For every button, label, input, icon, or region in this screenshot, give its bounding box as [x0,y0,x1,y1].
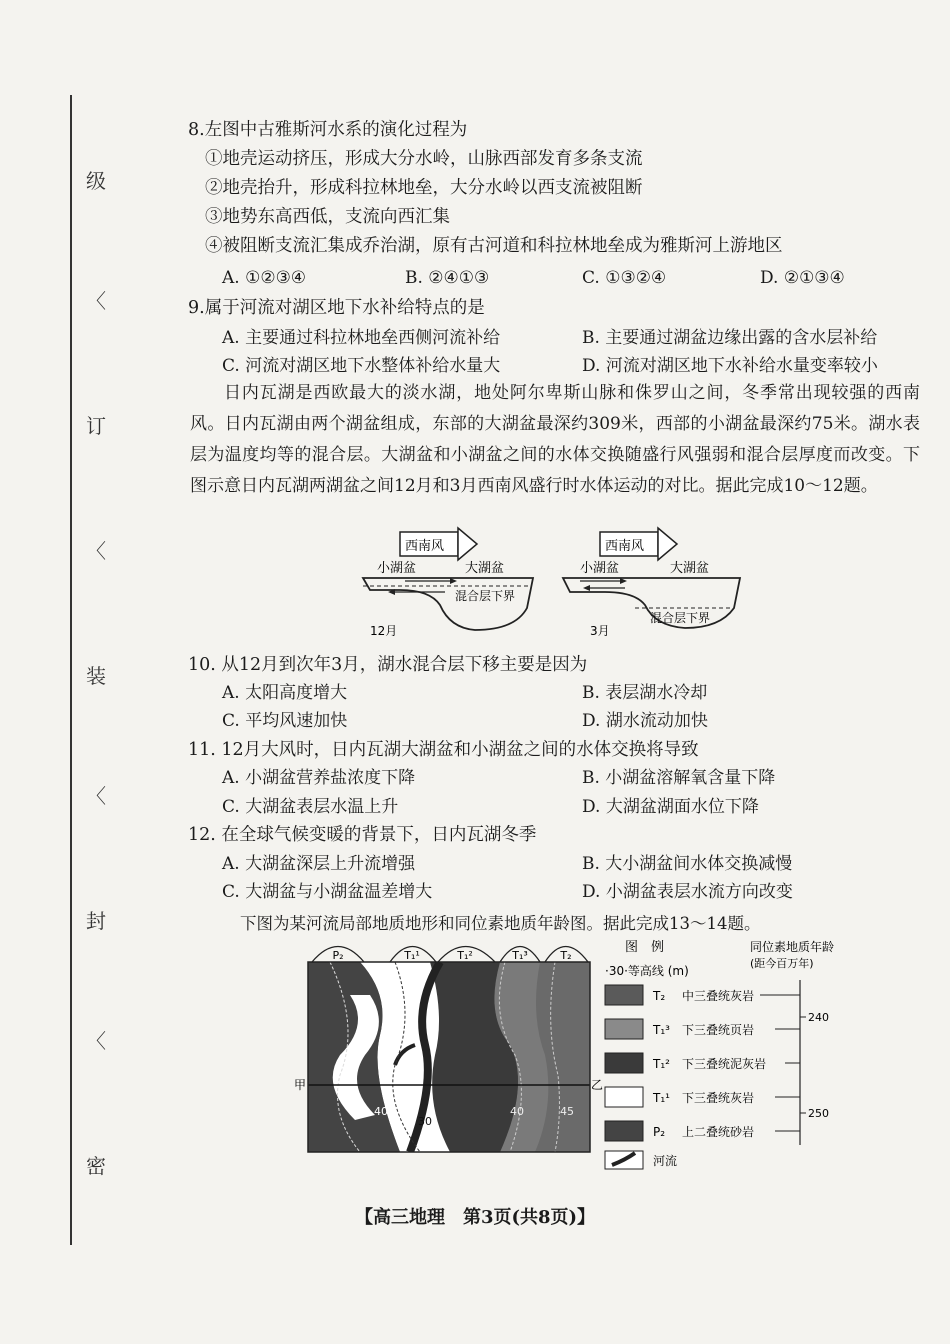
q8-option-d[interactable]: D. ②①③④ [760,268,845,288]
q8-option-a[interactable]: A. ①②③④ [222,268,307,288]
big-basin-label: 大湖盆 [465,561,505,576]
q9-option-d[interactable]: D. 河流对湖区地下水补给水量变率较小 [582,356,878,376]
q8-option-c[interactable]: C. ①③②④ [582,268,667,288]
legend-age-unit: (距今百万年) [750,957,814,970]
legend-code: T₂ [653,989,666,1003]
q10-option-b[interactable]: B. 表层湖水冷却 [582,683,708,703]
legend-name: 下三叠统页岩 [682,1023,755,1037]
stratum-label: T₁¹ [404,949,420,962]
legend-name: 中三叠统灰岩 [682,989,755,1003]
legend-name: 下三叠统灰岩 [682,1091,755,1105]
q9-option-c[interactable]: C. 河流对湖区地下水整体补给水量大 [222,356,501,376]
q10-option-c[interactable]: C. 平均风速加快 [222,711,348,731]
legend-name: 下三叠统泥灰岩 [682,1057,767,1071]
small-basin-label: 小湖盆 [377,561,417,576]
contour-value: 40 [374,1105,388,1118]
side-mark: 订 [86,414,106,438]
q8-item: ④被阻断支流汇集成乔治湖，原有古河道和科拉林地垒成为雅斯河上游地区 [205,236,783,256]
month-label: 3月 [590,624,610,638]
side-mark: 〈 [86,784,106,808]
geo-map [294,935,604,1160]
legend-contour: ·30·等高线 (m) [605,964,689,978]
binding-line [70,95,72,1245]
mixed-layer-label: 混合层下界 [650,611,711,625]
stratum-label: T₁³ [512,949,528,962]
q12-stem: 12. 在全球气候变暖的背景下，日内瓦湖冬季 [188,825,537,845]
wind-label: 西南风 [405,539,445,554]
q9-stem: 9.属于河流对湖区地下水补给特点的是 [188,298,485,318]
page-footer: 【高三地理 第3页(共8页)】 [354,1207,596,1228]
age-mark: 250 [808,1107,829,1120]
q11-option-b[interactable]: B. 小湖盆溶解氧含量下降 [582,768,776,788]
q8-item: ③地势东高西低，支流向西汇集 [205,207,450,227]
age-mark: 240 [808,1011,829,1024]
side-mark: 封 [86,909,106,933]
stratum-label: T₁² [457,949,473,962]
q8-item: ①地壳运动挤压，形成大分水岭，山脉西部发育多条支流 [205,149,643,169]
q8-stem: 8.左图中古雅斯河水系的演化过程为 [188,120,468,140]
q12-option-d[interactable]: D. 小湖盆表层水流方向改变 [582,882,793,902]
q10-stem: 10. 从12月到次年3月，湖水混合层下移主要是因为 [188,655,588,675]
contour-value: 40 [510,1105,524,1118]
legend-name: 上二叠统砂岩 [682,1125,755,1139]
contour-value: 45 [560,1105,574,1118]
q12-option-c[interactable]: C. 大湖盆与小湖盆温差增大 [222,882,433,902]
passage-text: 日内瓦湖是西欧最大的淡水湖，地处阿尔卑斯山脉和侏罗山之间，冬季常出现较强的西南风。日内瓦湖由两个湖盆组成，东部的大湖盆最深约309米，西部的小湖盆最深约75米。湖水表层为温度均等的混合层。大湖盆和小湖盆之间的水体交换随盛行风强弱和混合层厚度而改变。下图示意日内瓦湖两湖盆之间12月和3月西南风盛行时水体运动的对比。据此完成10～12题。 [190,383,920,496]
contour-value: 30 [418,1115,432,1128]
side-mark: 装 [86,664,106,688]
lake-diagram [355,530,755,650]
side-mark: 〈 [86,539,106,563]
stratum-label: T₂ [560,949,572,962]
legend-code: T₁¹ [653,1091,670,1105]
small-basin-label: 小湖盆 [580,561,620,576]
side-mark: 〈 [86,289,106,313]
q11-stem: 11. 12月大风时，日内瓦湖大湖盆和小湖盆之间的水体交换将导致 [188,740,699,760]
big-basin-label: 大湖盆 [670,561,710,576]
q12-option-b[interactable]: B. 大小湖盆间水体交换减慢 [582,854,793,874]
q10-option-d[interactable]: D. 湖水流动加快 [582,711,708,731]
section-west-label: 甲 [294,1078,307,1092]
q9-option-b[interactable]: B. 主要通过湖盆边缘出露的含水层补给 [582,328,878,348]
q11-option-d[interactable]: D. 大湖盆湖面水位下降 [582,797,759,817]
wind-label: 西南风 [605,539,645,554]
legend-title: 图 例 [625,940,665,955]
q12-option-a[interactable]: A. 大湖盆深层上升流增强 [222,854,416,874]
q11-option-a[interactable]: A. 小湖盆营养盐浓度下降 [222,768,416,788]
side-mark: 〈 [86,1029,106,1053]
q8-item: ②地壳抬升，形成科拉林地垒，大分水岭以西支流被阻断 [205,178,643,198]
legend-river: 河流 [653,1154,678,1168]
legend-code: T₁² [653,1057,670,1071]
geo-legend [600,935,840,1175]
month-label: 12月 [370,624,398,638]
lake-march [563,528,740,638]
legend-code: T₁³ [653,1023,670,1037]
q8-option-b[interactable]: B. ②④①③ [405,268,490,288]
mixed-layer-label: 混合层下界 [455,589,516,603]
legend-age-title: 同位素地质年龄 [750,940,835,954]
stratum-label: P₂ [332,949,344,962]
lake-december [363,528,533,638]
q10-option-a[interactable]: A. 太阳高度增大 [222,683,348,703]
q11-option-c[interactable]: C. 大湖盆表层水温上升 [222,797,399,817]
q9-option-a[interactable]: A. 主要通过科拉林地垒西侧河流补给 [222,328,501,348]
side-mark: 密 [86,1154,106,1178]
legend-code: P₂ [653,1125,666,1139]
section-east-label: 乙 [591,1078,604,1092]
geo-caption: 下图为某河流局部地质地形和同位素地质年龄图。据此完成13～14题。 [240,914,761,933]
side-mark: 级 [86,169,106,193]
